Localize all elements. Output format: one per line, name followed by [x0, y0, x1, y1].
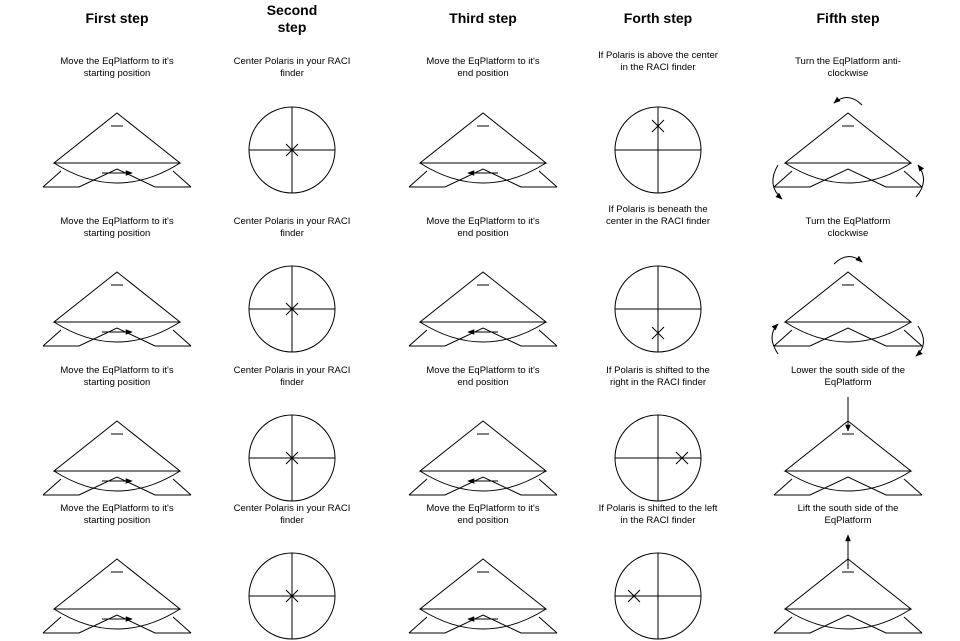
- step-illustration: [409, 272, 557, 346]
- platform-arc: [785, 609, 911, 629]
- base-plate: [409, 169, 557, 187]
- step-illustration: [43, 421, 191, 495]
- step-caption: If Polaris is beneath the center in the RACI finder: [605, 204, 711, 227]
- step-illustration: [774, 535, 922, 633]
- step-illustration: [249, 266, 335, 352]
- platform-cone: [420, 272, 546, 322]
- rotation-arrow: [916, 165, 924, 197]
- base-plate: [409, 328, 557, 346]
- step-illustration: [43, 272, 191, 346]
- base-plate: [774, 328, 922, 346]
- column-header: First step: [85, 10, 149, 26]
- platform-cone: [785, 272, 911, 322]
- platform-cone: [420, 113, 546, 163]
- step-caption: If Polaris is shifted to the right in the RACI finder: [606, 365, 710, 388]
- step-illustration: [615, 553, 701, 639]
- column-header: Fifth step: [816, 10, 880, 26]
- platform-cone: [420, 559, 546, 609]
- step-caption: Move the EqPlatform to it's end position: [426, 56, 540, 79]
- step-illustration: [409, 421, 557, 495]
- rotation-arrow: [773, 165, 782, 199]
- step-illustration: [249, 415, 335, 501]
- step-caption: Turn the EqPlatform anti-clockwise: [795, 56, 901, 79]
- base-plate: [43, 328, 191, 346]
- step-caption: Center Polaris in your RACI finder: [233, 216, 351, 239]
- base-plate: [409, 477, 557, 495]
- platform-cone: [420, 421, 546, 471]
- step-caption: Lower the south side of the EqPlatform: [790, 365, 906, 388]
- step-illustration: [774, 397, 922, 495]
- column-header: Third step: [449, 10, 517, 26]
- step-caption: Center Polaris in your RACI finder: [233, 365, 351, 388]
- platform-cone: [54, 113, 180, 163]
- step-caption: Move the EqPlatform to it's end position: [426, 503, 540, 526]
- platform-cone: [785, 113, 911, 163]
- rotation-arrow: [834, 256, 862, 264]
- step-illustration: [409, 559, 557, 633]
- platform-arc: [785, 471, 911, 491]
- base-plate: [43, 477, 191, 495]
- platform-arc: [785, 322, 911, 342]
- base-plate: [409, 615, 557, 633]
- step-caption: If Polaris is above the center in the RACI finder: [598, 50, 718, 73]
- step-caption: Turn the EqPlatform clockwise: [805, 216, 891, 239]
- step-caption: Move the EqPlatform to it's end position: [426, 216, 540, 239]
- column-header: Forth step: [623, 10, 693, 26]
- step-illustration: [615, 415, 701, 501]
- base-plate: [774, 477, 922, 495]
- step-caption: Move the EqPlatform to it's starting position: [60, 216, 174, 239]
- rotation-arrow: [834, 97, 862, 105]
- platform-cone: [54, 559, 180, 609]
- base-plate: [43, 169, 191, 187]
- step-caption: Center Polaris in your RACI finder: [233, 56, 351, 79]
- step-caption: Move the EqPlatform to it's starting position: [60, 365, 174, 388]
- step-illustration: [615, 266, 701, 352]
- step-illustration: [615, 107, 701, 193]
- step-caption: If Polaris is shifted to the left in the RACI finder: [598, 503, 718, 526]
- platform-cone: [54, 421, 180, 471]
- step-caption: Move the EqPlatform to it's starting position: [60, 503, 174, 526]
- step-illustration: [249, 107, 335, 193]
- step-caption: Move the EqPlatform to it's starting position: [60, 56, 174, 79]
- step-illustration: [773, 97, 924, 199]
- step-illustration: [249, 553, 335, 639]
- rotation-arrow: [772, 324, 778, 354]
- step-illustration: [43, 113, 191, 187]
- platform-arc: [785, 163, 911, 183]
- rotation-arrow: [916, 326, 924, 356]
- step-caption: Center Polaris in your RACI finder: [233, 503, 351, 526]
- base-plate: [774, 615, 922, 633]
- base-plate: [43, 615, 191, 633]
- base-plate: [774, 169, 922, 187]
- step-illustration: [409, 113, 557, 187]
- step-illustration: [772, 256, 924, 356]
- column-header: Second step: [266, 2, 318, 35]
- step-caption: Lift the south side of the EqPlatform: [797, 503, 899, 526]
- step-caption: Move the EqPlatform to it's end position: [426, 365, 540, 388]
- platform-cone: [54, 272, 180, 322]
- step-illustration: [43, 559, 191, 633]
